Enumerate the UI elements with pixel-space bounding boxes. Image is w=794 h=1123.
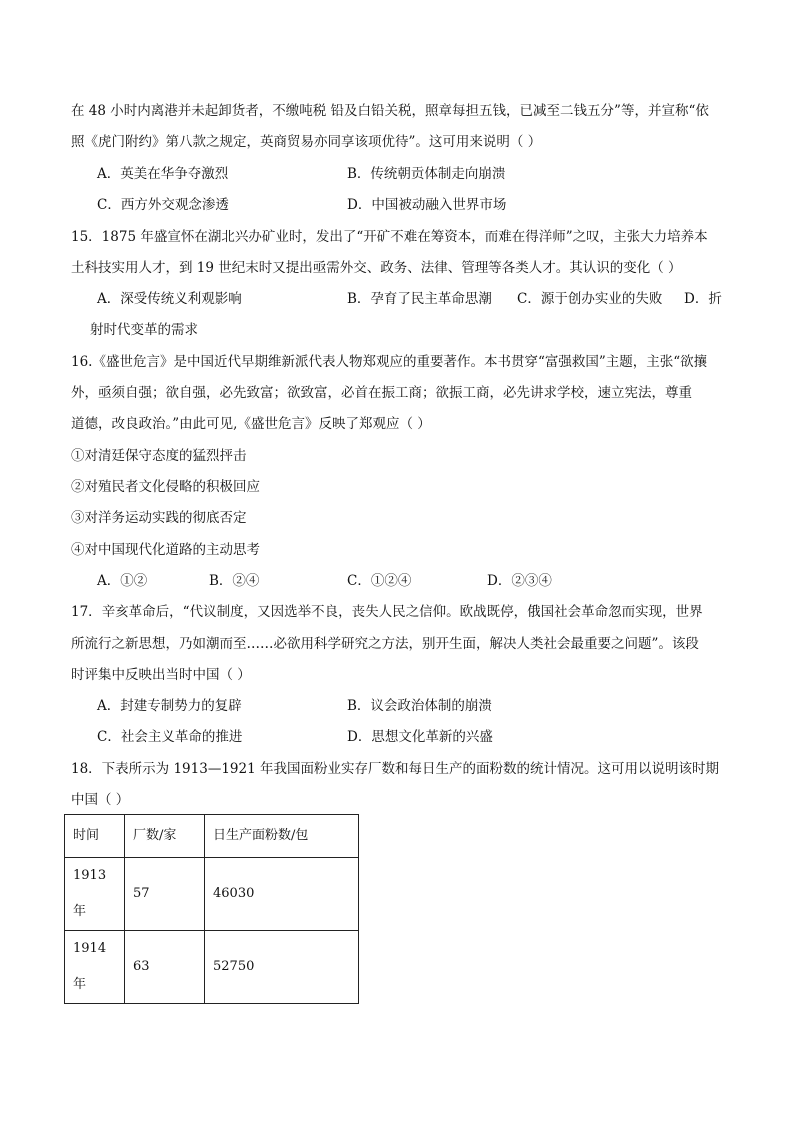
q15-option-d[interactable]: D．折	[684, 291, 722, 307]
table-cell-factories: 57	[125, 858, 205, 931]
q16-stem-line-2: 外，亟须自强；欲自强，必先致富；欲致富，必首在振工商；欲振工商，必先讲求学校，速立宪法，尊重	[71, 385, 692, 401]
q15-option-c[interactable]: C．源于创办实业的失败	[517, 291, 663, 307]
q14-option-d[interactable]: D．中国被动融入世界市场	[347, 197, 507, 213]
flour-industry-table	[64, 814, 359, 1004]
table-header-cell: 厂数/家	[125, 815, 205, 858]
q18-stem-line-1: 18．下表所示为 1913—1921 年我国面粉业实存厂数和每日生产的面粉数的统计情况。这可用以说明该时期	[71, 761, 719, 777]
table-cell-year: 1914 年	[65, 931, 125, 1004]
q14-option-b[interactable]: B．传统朝贡体制走向崩溃	[347, 166, 506, 182]
q14-option-a[interactable]: A．英美在华争夺激烈	[97, 166, 229, 182]
q17-option-b[interactable]: B．议会政治体制的崩溃	[347, 698, 492, 714]
q17-option-d[interactable]: D．思想文化革新的兴盛	[347, 729, 493, 745]
table-row	[65, 858, 359, 931]
table-cell-output: 52750	[205, 931, 359, 1004]
q14-stem-line-2: 照《虎门附约》第八款之规定，英商贸易亦同享该项优待”。这可用来说明（ ）	[71, 134, 542, 150]
q15-option-d-continued: 射时代变革的需求	[90, 322, 198, 338]
q18-stem-line-2: 中国（ ）	[71, 792, 130, 808]
q16-item-3: ③对洋务运动实践的彻底否定	[71, 510, 247, 526]
table-header-cell: 时间	[65, 815, 125, 858]
table-cell-output: 46030	[205, 858, 359, 931]
q17-stem-line-2: 所流行之新思想，乃如潮而至……必欲用科学研究之方法，别开生面，解决人类社会最重要之问题”。该段	[71, 636, 699, 652]
table-row	[65, 931, 359, 1004]
q16-item-1: ①对清廷保守态度的猛烈抨击	[71, 448, 247, 464]
q16-option-c[interactable]: C．①②④	[347, 573, 412, 589]
q17-option-a[interactable]: A．封建专制势力的复辟	[97, 698, 242, 714]
q17-stem-line-1: 17．辛亥革命后，“代议制度，又因选举不良，丧失人民之信仰。欧战既停，俄国社会革命忽而实现，世界	[71, 604, 703, 620]
table-header-row	[65, 815, 359, 858]
q15-option-b[interactable]: B．孕育了民主革命思潮	[347, 291, 492, 307]
q14-option-c[interactable]: C．西方外交观念渗透	[97, 197, 229, 213]
q16-option-d[interactable]: D．②③④	[487, 573, 552, 589]
q15-option-a[interactable]: A．深受传统义利观影响	[97, 291, 242, 307]
table-cell-year: 1913 年	[65, 858, 125, 931]
table-cell-factories: 63	[125, 931, 205, 1004]
q17-stem-line-3: 时评集中反映出当时中国（ ）	[71, 667, 251, 683]
q16-option-b[interactable]: B．②④	[209, 573, 260, 589]
q16-stem-line-3: 道德，改良政治。”由此可见,《盛世危言》反映了郑观应（ ）	[71, 416, 431, 432]
q16-stem-line-1: 16.《盛世危言》是中国近代早期维新派代表人物郑观应的重要著作。本书贯穿“富强救国”主题，主张“欲攘	[71, 354, 708, 370]
table-header-cell: 日生产面粉数/包	[205, 815, 359, 858]
q14-stem-line-1: 在 48 小时内离港并未起卸货者，不缴吨税 铅及白铅关税，照章每担五钱，已减至二钱五分”等，并宣称“依	[71, 103, 709, 119]
q17-option-c[interactable]: C．社会主义革命的推进	[97, 729, 243, 745]
q15-stem-line-2: 土科技实用人才，到 19 世纪末时又提出亟需外交、政务、法律、管理等各类人才。其认识的变化（ ）	[71, 260, 682, 276]
q16-option-a[interactable]: A．①②	[97, 573, 148, 589]
q16-item-4: ④对中国现代化道路的主动思考	[71, 542, 260, 558]
q16-item-2: ②对殖民者文化侵略的积极回应	[71, 479, 260, 495]
q15-stem-line-1: 15．1875 年盛宣怀在湖北兴办矿业时，发出了“开矿不难在筹资本，而难在得洋师”之叹，主张大力培养本	[71, 229, 708, 245]
